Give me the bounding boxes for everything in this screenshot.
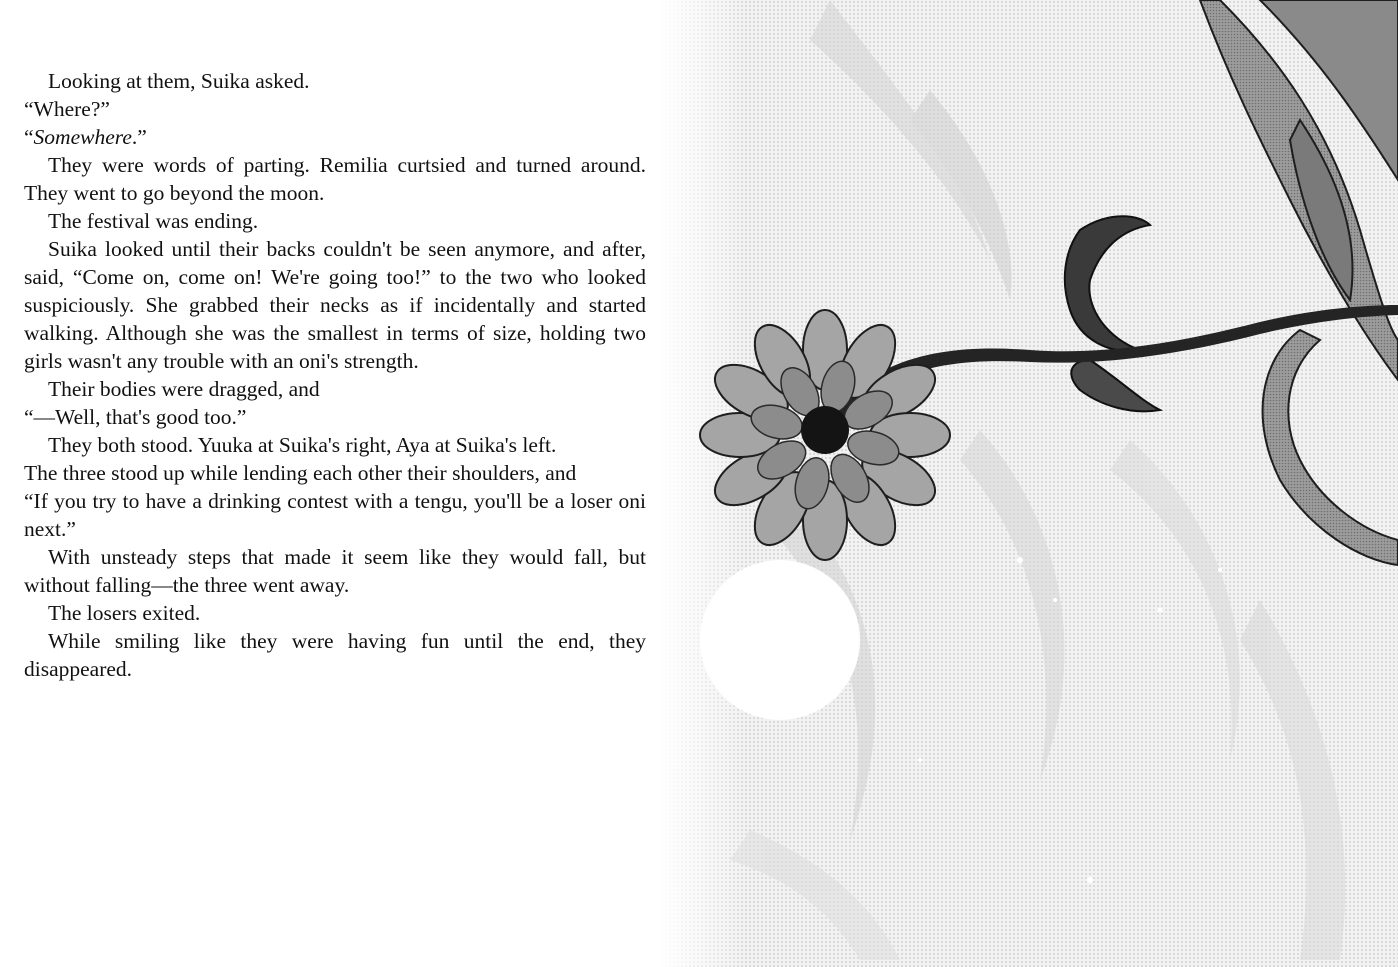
paragraph: They both stood. Yuuka at Suika's right, Aya at Suika's left. (48, 433, 557, 457)
flower-illustration (660, 0, 1398, 967)
paragraph: The festival was ending. (48, 209, 259, 233)
paragraph: With unsteady steps that made it seem like they would fall, but without falling—the three went away. (24, 545, 646, 597)
quote-close: .” (131, 125, 147, 149)
moon (700, 560, 860, 720)
dialogue-line (24, 123, 646, 151)
italic-word: Somewhere (33, 125, 132, 149)
paragraph: The losers exited. (48, 601, 201, 625)
paragraph: The three stood up while lending each other their shoulders, and (24, 461, 577, 485)
paragraph: Their bodies were dragged, and (48, 377, 320, 401)
text-page (24, 67, 646, 683)
flower-center (801, 406, 849, 454)
quote-open: “ (24, 125, 34, 149)
dialogue-line: “Where?” (24, 97, 110, 121)
illustration-panel (660, 0, 1398, 967)
dialogue-line: “—Well, that's good too.” (24, 405, 247, 429)
paragraph: Looking at them, Suika asked. (48, 69, 310, 93)
paragraph: Suika looked until their backs couldn't be seen anymore, and after, said, “Come on, come on! We're going too!” to the two who looked suspiciously. She grabbed their necks as if incidentally and started walking. Although she was the smallest in terms of size, holding two girls wasn't any trouble with an oni's strength. (24, 237, 646, 373)
dialogue-line: “If you try to have a drinking contest with a tengu, you'll be a loser oni next.” (24, 489, 646, 541)
paragraph: They were words of parting. Remilia curtsied and turned around. They went to go beyond the moon. (24, 153, 646, 205)
paragraph: While smiling like they were having fun until the end, they disappeared. (24, 629, 646, 681)
